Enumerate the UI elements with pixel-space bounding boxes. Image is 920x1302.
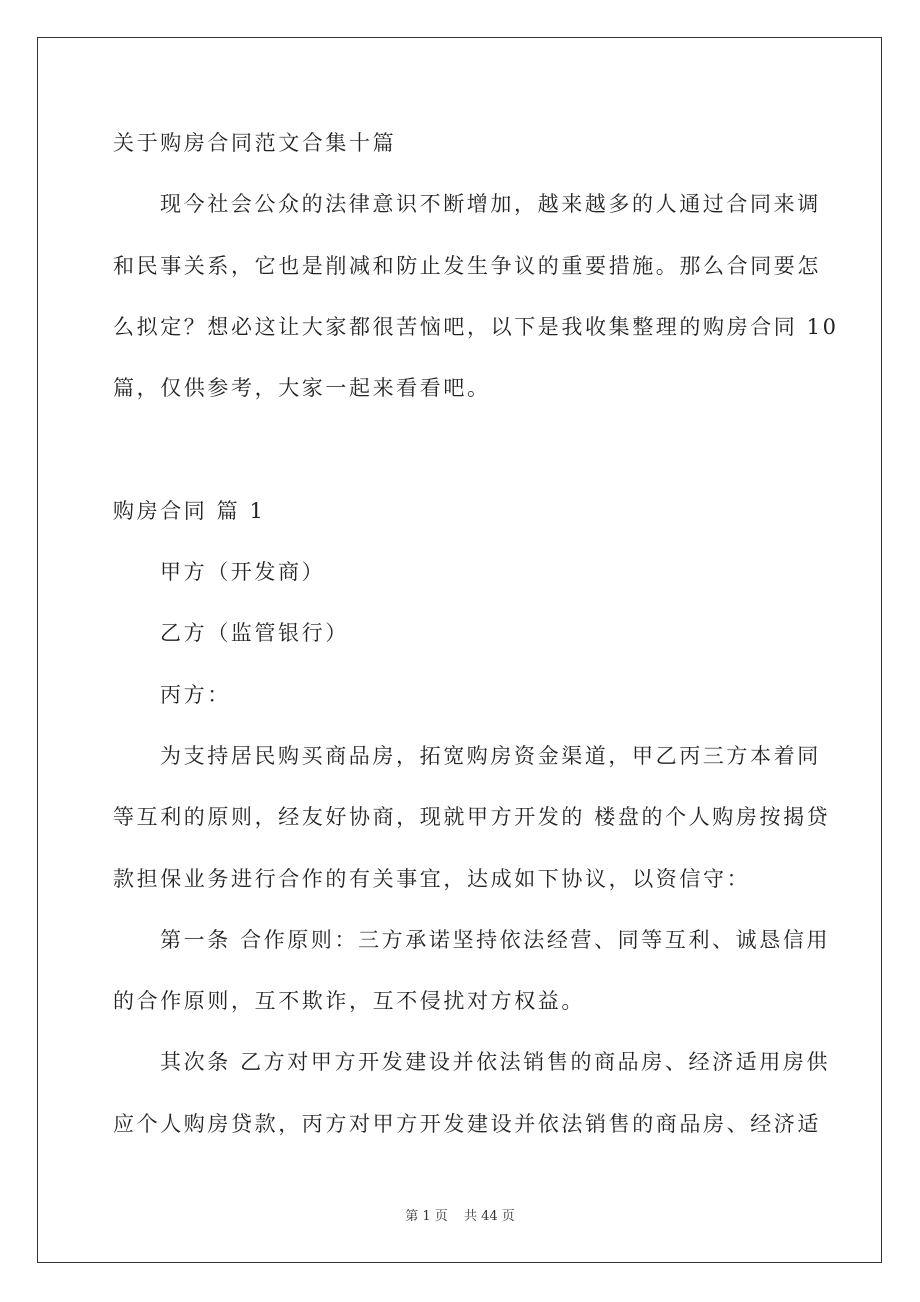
intro-paragraph-line: 篇，仅供参考，大家一起来看看吧。 — [113, 376, 491, 401]
current-page-label: 第 1 页 — [405, 1209, 448, 1224]
article-2-line: 其次条 乙方对甲方开发建设并依法销售的商品房、经济适用房供 — [160, 1050, 831, 1075]
intro-paragraph-line: 么拟定？想必这让大家都很苦恼吧，以下是我收集整理的购房合同 10 — [113, 314, 839, 339]
article-2-line: 应个人购房贷款，丙方对甲方开发建设并依法销售的商品房、经济适 — [113, 1111, 821, 1136]
blank-line — [113, 430, 810, 491]
intro-paragraph-line: 现今社会公众的法律意识不断增加，越来越多的人通过合同来调 — [160, 192, 821, 217]
page-footer — [0, 1205, 920, 1224]
document-title: 关于购房合同范文合集十篇 — [113, 131, 397, 155]
article-1-line: 的合作原则，互不欺诈，互不侵扰对方权益。 — [113, 989, 585, 1014]
section-heading: 购房合同 篇 1 — [113, 498, 266, 523]
article-1-line: 第一条 合作原则：三方承诺坚持依法经营、同等互利、诚恳信用 — [160, 927, 831, 952]
document-body — [113, 124, 839, 1166]
body-paragraph-line: 款担保业务进行合作的有关事宜，达成如下协议，以资信守： — [113, 866, 751, 891]
body-paragraph-line: 等互利的原则，经友好协商，现就甲方开发的 楼盘的个人购房按揭贷 — [113, 805, 831, 830]
party-c-line: 丙方： — [160, 682, 231, 707]
party-b-line: 乙方（监管银行） — [160, 621, 349, 646]
party-a-line: 甲方（开发商） — [160, 560, 326, 585]
body-paragraph-line: 为支持居民购买商品房，拓宽购房资金渠道，甲乙丙三方本着同 — [160, 743, 821, 768]
intro-paragraph-line: 和民事关系，它也是削减和防止发生争议的重要措施。那么合同要怎 — [113, 253, 821, 278]
total-pages-label: 共 44 页 — [463, 1209, 515, 1224]
